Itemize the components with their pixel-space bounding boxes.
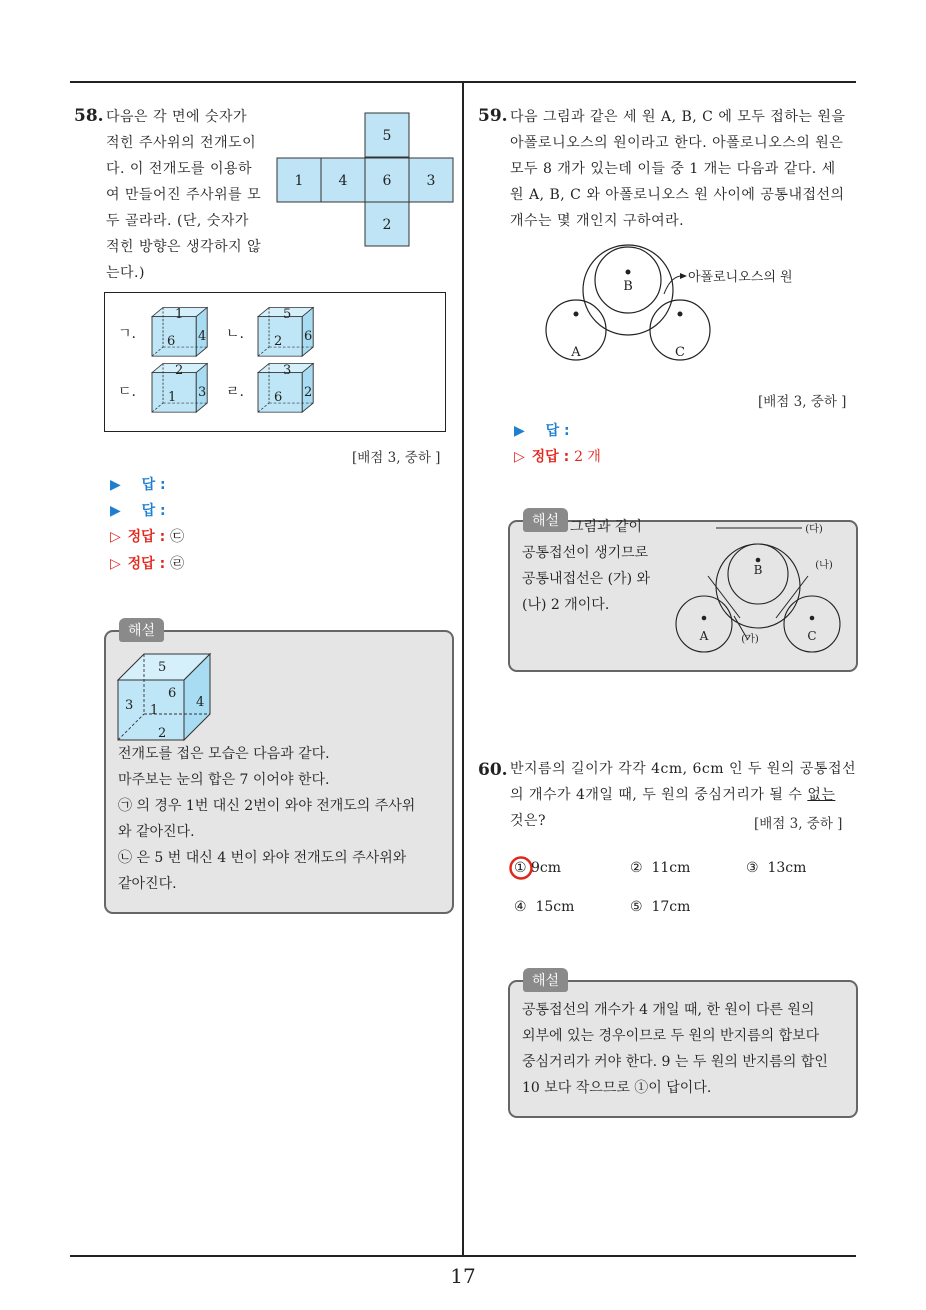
expl-line: ㉠ 의 경우 1번 대신 2번이 와야 전개도의 주사위 [118,798,416,814]
q59-explanation-text [522,514,672,618]
option-num: ① [514,860,527,876]
q60-option-1[interactable] [514,860,561,876]
option-value: 11cm [651,860,691,876]
q58-explanation-tag: 해설 [119,618,164,642]
net-face: 4 [338,173,348,189]
correct-value: ㉢ [170,529,185,545]
q59-line: 원 A, B, C 와 아폴로니오스 원 사이에 공통내접선의 [510,187,845,203]
q58-line: 두 골라라. (단, 숫자가 [106,213,249,229]
cube-face-side: 4 [198,329,207,344]
expl-line: 전개도를 접은 모습은 다음과 같다. [118,746,330,762]
q60-number: 60. [478,760,508,780]
cube-face-top: 1 [175,307,184,322]
option-value: 9cm [531,860,562,876]
expl-line: 10 보다 작으므로 ①이 답이다. [522,1080,712,1096]
q59-figure [540,238,840,368]
q58-answer-1[interactable] [110,474,166,494]
q58-text [106,104,276,286]
q60-line: 것은? [510,813,547,829]
q59-line: 다음 그림과 같은 세 원 A, B, C 에 모두 접하는 원을 [510,109,846,125]
q59-line: 아폴로니오스의 원이라고 한다. 아폴로니오스의 원은 [510,135,844,151]
q58-correct-1 [110,526,184,546]
option-value: 13cm [767,860,807,876]
circle-label: B [753,563,763,577]
cube-face-top: 3 [283,363,292,378]
q58-explanation-text [118,741,448,897]
bottom-rule [70,1255,856,1257]
expl-line: 중심거리가 커야 한다. 9 는 두 원의 반지름의 합인 [522,1054,828,1070]
circle-label: C [675,345,685,360]
expl-line: 그림과 같이 [570,519,643,535]
correct-value: 2 개 [574,449,601,465]
q58-line: 적힌 주사위의 전개도이 [106,135,257,151]
answer-label: 답 : [141,477,166,493]
q59-line: 모두 8 개가 있는데 이들 중 1 개는 다음과 같다. 세 [510,161,836,177]
cube-face: 4 [196,695,205,710]
correct-label: 정답 : [127,556,166,572]
choice-label: ㄹ. [226,384,244,400]
triangle-outline-icon: ▷ [110,556,121,572]
q58-line: 다. 이 전개도를 이용하 [106,161,253,177]
cube-face-side: 2 [304,385,313,400]
cube-face-front: 6 [167,334,176,349]
cube-face: 5 [158,660,167,675]
q60-option-4[interactable] [514,899,574,915]
circle-label: A [571,345,581,360]
q60-explanation-text [522,997,856,1101]
q60-explanation-tag: 해설 [523,968,568,992]
expl-line: 와 같아진다. [118,824,195,840]
answer-label: 답 : [545,423,570,439]
tangent-label: (나) [815,560,833,571]
expl-line: 같아진다. [118,876,177,892]
q59-meta: [배점 3, 중하 ] [758,394,847,410]
cube-face-front: 2 [274,334,283,349]
expl-line: (나) 2 개이다. [522,597,610,613]
q58-line: 여 만들어진 주사위를 모 [106,187,262,203]
choice-label: ㄴ. [226,326,244,342]
q60-line: 반지름의 길이가 각각 4cm, 6cm 인 두 원의 공통접선 [510,761,857,777]
q60-meta: [배점 3, 중하 ] [754,816,843,832]
q59-answer[interactable] [514,420,570,440]
net-face: 1 [294,173,304,189]
q59-correct [514,446,601,466]
answer-label: 답 : [141,503,166,519]
option-num: ② [630,860,643,876]
q59-explanation-tag: 해설 [523,508,568,532]
q58-choices [104,292,446,432]
play-icon: ▶ [110,477,121,493]
net-face: 2 [382,217,392,233]
expl-line: 공통접선이 생기므로 [522,545,649,561]
q60-option-2[interactable] [630,860,690,876]
expl-line: 공통내접선은 (가) 와 [522,571,651,587]
choice-label: ㄷ. [118,384,136,400]
q58-number: 58. [74,106,104,126]
q59-number: 59. [478,106,508,126]
cube-face-top: 5 [283,307,292,322]
page-number: 17 [450,1264,476,1288]
q60-option-5[interactable] [630,899,690,915]
expl-line: 마주보는 눈의 합은 7 이어야 한다. [118,772,330,788]
column-divider [462,82,464,1257]
cube-face: 1 [150,703,159,718]
q58-explanation-cube [116,652,216,742]
cube-face-top: 2 [175,363,184,378]
option-num: ③ [746,860,759,876]
net-face: 6 [382,173,392,189]
choice-label: ㄱ. [118,326,136,342]
option-num: ⑤ [630,899,643,915]
dice-net [276,112,458,248]
cube-face-side: 3 [198,385,207,400]
correct-label: 정답 : [531,449,570,465]
play-icon: ▶ [110,503,121,519]
cube-face: 3 [125,698,134,713]
cube-face: 2 [158,726,167,741]
correct-value: ㉣ [170,556,185,572]
circle-label: A [699,629,709,643]
option-value: 15cm [535,899,575,915]
expl-line: ㉡ 은 5 번 대신 4 번이 와야 전개도의 주사위와 [118,850,407,866]
apollonius-label: 아폴로니오스의 원 [688,270,793,285]
cube-face-front: 6 [274,390,283,405]
q60-underline: 없는 [807,787,836,803]
tangent-label: (다) [805,524,823,535]
triangle-outline-icon: ▷ [110,529,121,545]
q59-explanation-figure [672,522,852,670]
cube-face-side: 6 [304,329,313,344]
net-face: 3 [426,173,436,189]
q60-line-text: 의 개수가 4개일 때, 두 원의 중심거리가 될 수 [510,787,808,803]
cube-face-front: 1 [168,390,177,405]
q59-line: 개수는 몇 개인지 구하여라. [510,213,685,229]
q58-meta: [배점 3, 중하 ] [352,450,441,466]
q59-text [510,104,860,234]
play-icon: ▶ [514,423,525,439]
triangle-outline-icon: ▷ [514,449,525,465]
q60-option-3[interactable] [746,860,806,876]
q58-correct-2 [110,553,184,573]
q58-line: 적힌 방향은 생각하지 않 [106,239,262,255]
circle-label: B [623,279,633,294]
option-num: ④ [514,899,527,915]
expl-line: 공통접선의 개수가 4 개일 때, 한 원이 다른 원의 [522,1002,815,1018]
q58-line: 는다.) [106,265,145,281]
circle-label: C [807,629,817,643]
cube-face: 6 [168,686,177,701]
tangent-label: (가) [741,634,759,645]
correct-label: 정답 : [127,529,166,545]
q58-answer-2[interactable] [110,500,166,520]
q60-line [510,782,860,808]
option-value: 17cm [651,899,691,915]
expl-line: 외부에 있는 경우이므로 두 원의 반지름의 합보다 [522,1028,820,1044]
net-face: 5 [382,128,392,144]
q58-line: 다음은 각 면에 숫자가 [106,109,248,125]
